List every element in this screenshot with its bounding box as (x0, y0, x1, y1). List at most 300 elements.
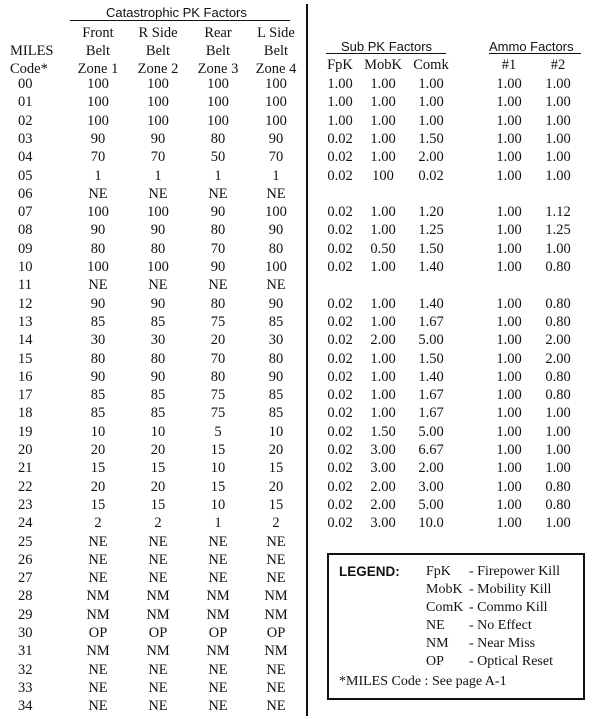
ammo-title: Ammo Factors (489, 39, 574, 54)
miles-code-cell: 08 (18, 222, 33, 239)
zone-3-cell: 15 (210, 478, 226, 495)
zone-2-cell: NE (148, 551, 168, 568)
sub-pk-mobk-cell: 1.00 (370, 149, 396, 166)
ammo-2-cell: 1.00 (545, 405, 571, 422)
miles-code-cell: 24 (18, 515, 33, 532)
zone-2-cell: 100 (147, 204, 169, 221)
miles-code-cell: 27 (18, 570, 33, 587)
miles-code-cell: 05 (18, 167, 33, 184)
zone-3-cell: 80 (210, 222, 226, 239)
zone-2-cell: 10 (150, 423, 166, 440)
zone-2-cell: NE (148, 698, 168, 715)
zone-2-cell: 30 (150, 332, 166, 349)
ammo-2-cell: 0.80 (545, 259, 571, 275)
zone-2-cell: 90 (150, 295, 166, 312)
zone-1-cell: OP (88, 625, 108, 641)
sub-pk-comk-cell: 1.40 (418, 295, 444, 312)
zone-4-cell: 1 (272, 167, 280, 184)
ammo-1-cell: 1.00 (496, 295, 522, 312)
zone-1-cell: 100 (87, 204, 109, 221)
ammo-2-cell: 1.25 (545, 222, 571, 239)
sub-pk-comk-cell: 2.00 (418, 460, 444, 477)
zone-2-header-line2: Belt (145, 43, 171, 59)
ammo-1-cell: 1.00 (496, 94, 522, 111)
sub-pk-mobk-cell: 2.00 (370, 496, 396, 513)
zone-3-cell: 50 (210, 149, 226, 166)
zone-3-header-line2: Belt (205, 43, 231, 59)
zone-2-cell: 85 (150, 405, 166, 422)
sub-pk-mobk-cell: 1.00 (370, 350, 396, 367)
zone-1-cell: NM (86, 643, 110, 660)
zone-4-cell: 100 (265, 76, 287, 92)
zone-3-cell: NE (208, 679, 228, 696)
zone-1-cell: 15 (90, 460, 106, 477)
zone-3-cell: 20 (210, 332, 226, 349)
miles-code-cell: 14 (18, 332, 33, 349)
zone-2-cell: NE (148, 533, 168, 550)
catastrophic-title-underline (70, 20, 290, 21)
miles-code-cell: 28 (18, 588, 33, 605)
zone-4-cell: 90 (268, 222, 284, 239)
legend-desc: - Optical Reset (469, 654, 553, 669)
miles-code-cell: 29 (18, 606, 33, 623)
miles-code-cell: 18 (18, 405, 33, 422)
zone-2-cell: 80 (150, 350, 166, 367)
zone-3-cell: NE (208, 570, 228, 587)
ammo-1-cell: 1.00 (496, 222, 522, 239)
zone-3-cell: NM (206, 643, 230, 660)
sub-pk-mobk-cell: 100 (372, 167, 394, 184)
sub-pk-fpk-cell: 0.02 (327, 222, 353, 239)
sub-pk-mobk-cell: 1.00 (370, 405, 396, 422)
zone-2-cell: 100 (147, 259, 169, 275)
miles-code-cell: 13 (18, 313, 33, 330)
miles-code-cell: 16 (18, 368, 33, 385)
sub-pk-fpk-cell: 0.02 (327, 496, 353, 513)
sub-pk-fpk-cell: 0.02 (327, 240, 353, 257)
zone-4-cell: NE (266, 551, 286, 568)
legend-abbr: ComK (426, 600, 464, 615)
ammo-1-cell: 1.00 (496, 167, 522, 184)
sub-pk-header-mobk: MobK (364, 57, 402, 73)
zone-2-cell: 70 (150, 149, 166, 166)
miles-code-cell: 26 (18, 551, 33, 568)
legend-desc: - Firepower Kill (469, 564, 560, 579)
zone-3-cell: 100 (207, 94, 229, 111)
ammo-1-cell: 1.00 (496, 240, 522, 257)
sub-pk-fpk-cell: 0.02 (327, 295, 353, 312)
ammo-1-cell: 1.00 (496, 149, 522, 166)
sub-pk-comk-cell: 1.40 (418, 259, 444, 275)
ammo-2-cell: 1.00 (545, 94, 571, 111)
zone-1-cell: 85 (90, 405, 106, 422)
zone-3-cell: NM (206, 606, 230, 623)
zone-4-cell: NE (266, 679, 286, 696)
zone-3-cell: 80 (210, 295, 226, 312)
sub-pk-comk-cell: 1.40 (418, 368, 444, 385)
legend-desc: - No Effect (469, 618, 532, 633)
legend-abbr: FpK (426, 564, 451, 579)
sub-pk-comk-cell: 1.25 (418, 222, 444, 239)
ammo-2-cell: 1.00 (545, 442, 571, 458)
zone-4-cell: 30 (268, 332, 284, 349)
ammo-2-cell: 1.00 (545, 515, 571, 532)
zone-4-cell: NM (264, 643, 288, 660)
zone-4-header-line3: Zone 4 (255, 61, 297, 77)
legend-desc: - Mobility Kill (469, 582, 552, 597)
zone-3-cell: OP (208, 625, 228, 641)
zone-4-cell: NE (266, 277, 286, 294)
zone-4-cell: 90 (268, 130, 284, 147)
zone-1-cell: NE (88, 277, 108, 294)
sub-pk-mobk-cell: 1.00 (370, 259, 396, 275)
zone-2-cell: 90 (150, 130, 166, 147)
ammo-1-cell: 1.00 (496, 313, 522, 330)
zone-4-cell: OP (266, 625, 286, 641)
zone-1-cell: 20 (90, 442, 106, 458)
zone-1-cell: NE (88, 679, 108, 696)
zone-4-header-line2: Belt (263, 43, 289, 59)
zone-1-cell: NM (86, 588, 110, 605)
sub-pk-comk-cell: 1.67 (418, 313, 444, 330)
sub-pk-fpk-cell: 0.02 (327, 405, 353, 422)
miles-code-cell: 10 (18, 259, 33, 275)
legend-desc: - Commo Kill (469, 600, 548, 615)
catastrophic-title: Catastrophic PK Factors (106, 5, 247, 20)
ammo-1-cell: 1.00 (496, 204, 522, 221)
sub-pk-fpk-cell: 0.02 (327, 423, 353, 440)
sub-pk-fpk-cell: 0.02 (327, 478, 353, 495)
ammo-1-cell: 1.00 (496, 130, 522, 147)
zone-2-cell: 100 (147, 76, 169, 92)
zone-4-cell: NE (266, 533, 286, 550)
ammo-1-cell: 1.00 (496, 405, 522, 422)
ammo-1-cell: 1.00 (496, 332, 522, 349)
zone-2-cell: OP (148, 625, 168, 641)
sub-pk-comk-cell: 1.20 (418, 204, 444, 221)
miles-code-cell: 07 (18, 204, 33, 221)
zone-3-cell: NE (208, 661, 228, 678)
legend-abbr: MobK (426, 582, 463, 597)
miles-code-cell: 34 (18, 698, 33, 715)
sub-pk-mobk-cell: 1.00 (370, 94, 396, 111)
miles-code-cell: 21 (18, 460, 33, 477)
zone-1-cell: 100 (87, 112, 109, 129)
zone-3-cell: 10 (210, 496, 226, 513)
miles-code-cell: 00 (18, 76, 33, 92)
sub-pk-mobk-cell: 1.00 (370, 387, 396, 404)
zone-2-cell: NM (146, 606, 170, 623)
miles-code-cell: 33 (18, 679, 33, 696)
sub-pk-fpk-cell: 1.00 (327, 76, 353, 92)
zone-3-header-line3: Zone 3 (197, 61, 239, 77)
sub-pk-mobk-cell: 3.00 (370, 442, 396, 458)
ammo-1-cell: 1.00 (496, 515, 522, 532)
miles-code-cell: 15 (18, 350, 33, 367)
sub-pk-mobk-cell: 1.00 (370, 112, 396, 129)
zone-4-cell: 100 (265, 112, 287, 129)
zone-2-cell: NE (148, 661, 168, 678)
sub-pk-mobk-cell: 1.00 (370, 368, 396, 385)
zone-2-cell: 100 (147, 112, 169, 129)
zone-4-cell: 70 (268, 149, 284, 166)
zone-1-header-line3: Zone 1 (77, 61, 119, 77)
ammo-1-cell: 1.00 (496, 478, 522, 495)
sub-pk-fpk-cell: 0.02 (327, 332, 353, 349)
ammo-2-cell: 2.00 (545, 350, 571, 367)
zone-3-cell: 10 (210, 460, 226, 477)
zone-1-cell: 85 (90, 313, 106, 330)
ammo-2-cell: 0.80 (545, 313, 571, 330)
sub-pk-comk-cell: 1.00 (418, 94, 444, 111)
zone-3-cell: 80 (210, 130, 226, 147)
sub-pk-mobk-cell: 0.50 (370, 240, 396, 257)
sub-pk-comk-cell: 5.00 (418, 423, 444, 440)
ammo-2-cell: 1.00 (545, 76, 571, 92)
ammo-2-cell: 2.00 (545, 332, 571, 349)
miles-code-cell: 06 (18, 185, 33, 202)
ammo-2-cell: 1.00 (545, 460, 571, 477)
miles-code-cell: 25 (18, 533, 33, 550)
sub-pk-mobk-cell: 2.00 (370, 332, 396, 349)
zone-4-cell: 90 (268, 368, 284, 385)
miles-code-cell: 32 (18, 661, 33, 678)
sub-pk-comk-cell: 5.00 (418, 332, 444, 349)
zone-4-cell: 100 (265, 204, 287, 221)
zone-4-cell: 80 (268, 240, 284, 257)
zone-1-cell: 70 (90, 149, 106, 166)
zone-1-cell: 80 (90, 240, 106, 257)
ammo-1-cell: 1.00 (496, 387, 522, 404)
sub-pk-comk-cell: 5.00 (418, 496, 444, 513)
zone-1-cell: 30 (90, 332, 106, 349)
zone-1-cell: 90 (90, 222, 106, 239)
miles-code-cell: 23 (18, 496, 33, 513)
zone-3-cell: 1 (214, 515, 222, 532)
sub-pk-comk-cell: 1.67 (418, 405, 444, 422)
zone-3-cell: 70 (210, 350, 226, 367)
zone-2-cell: 20 (150, 478, 166, 495)
zone-2-cell: 85 (150, 387, 166, 404)
zone-4-cell: 15 (268, 460, 284, 477)
sub-pk-mobk-cell: 1.00 (370, 295, 396, 312)
legend-footnote: *MILES Code : See page A-1 (339, 674, 507, 689)
zone-1-cell: 85 (90, 387, 106, 404)
zone-3-cell: NE (208, 185, 228, 202)
zone-4-cell: 2 (272, 515, 280, 532)
zone-2-header-line1: R Side (138, 25, 178, 41)
sub-pk-mobk-cell: 3.00 (370, 460, 396, 477)
sub-pk-comk-cell: 0.02 (418, 167, 444, 184)
sub-pk-fpk-cell: 0.02 (327, 350, 353, 367)
sub-pk-fpk-cell: 0.02 (327, 515, 353, 532)
sub-pk-fpk-cell: 0.02 (327, 460, 353, 477)
zone-3-cell: 1 (214, 167, 222, 184)
zone-4-cell: 20 (268, 478, 284, 495)
sub-pk-comk-cell: 1.50 (418, 350, 444, 367)
legend-box (327, 553, 585, 700)
sub-pk-comk-cell: 2.00 (418, 149, 444, 166)
zone-4-cell: NE (266, 570, 286, 587)
zone-2-cell: 80 (150, 240, 166, 257)
zone-1-cell: 20 (90, 478, 106, 495)
zone-1-cell: 2 (94, 515, 102, 532)
miles-code-cell: 20 (18, 442, 33, 458)
zone-1-cell: 80 (90, 350, 106, 367)
ammo-header-2: #2 (550, 57, 566, 73)
sub-pk-fpk-cell: 0.02 (327, 387, 353, 404)
zone-2-cell: 2 (154, 515, 162, 532)
miles-code-cell: 30 (18, 625, 33, 641)
ammo-2-cell: 1.00 (545, 240, 571, 257)
sub-pk-title-underline (326, 53, 446, 54)
zone-1-cell: NE (88, 185, 108, 202)
zone-4-header-line1: L Side (257, 25, 295, 41)
zone-3-cell: 80 (210, 368, 226, 385)
sub-pk-mobk-cell: 1.00 (370, 313, 396, 330)
sub-pk-comk-cell: 6.67 (418, 442, 444, 458)
zone-4-cell: 80 (268, 350, 284, 367)
miles-code-cell: 17 (18, 387, 33, 404)
sub-pk-fpk-cell: 0.02 (327, 204, 353, 221)
zone-1-cell: 90 (90, 368, 106, 385)
zone-4-cell: 85 (268, 405, 284, 422)
miles-header-line1: MILES (10, 43, 54, 59)
zone-1-cell: 10 (90, 423, 106, 440)
zone-3-cell: 75 (210, 387, 226, 404)
zone-4-cell: 10 (268, 423, 284, 440)
sub-pk-comk-cell: 3.00 (418, 478, 444, 495)
sub-pk-mobk-cell: 3.00 (370, 515, 396, 532)
sub-pk-fpk-cell: 0.02 (327, 259, 353, 275)
zone-1-cell: 100 (87, 259, 109, 275)
ammo-2-cell: 0.80 (545, 496, 571, 513)
zone-4-cell: 85 (268, 313, 284, 330)
zone-2-cell: NE (148, 570, 168, 587)
zone-2-cell: 15 (150, 460, 166, 477)
miles-code-cell: 19 (18, 423, 33, 440)
zone-4-cell: NE (266, 698, 286, 715)
sub-pk-title: Sub PK Factors (341, 39, 433, 54)
zone-3-cell: 15 (210, 442, 226, 458)
miles-code-cell: 01 (18, 94, 33, 111)
sub-pk-comk-cell: 1.67 (418, 387, 444, 404)
ammo-2-cell: 0.80 (545, 387, 571, 404)
sub-pk-mobk-cell: 1.00 (370, 76, 396, 92)
zone-3-cell: NE (208, 551, 228, 568)
zone-1-header-line1: Front (82, 25, 114, 41)
zone-3-cell: 70 (210, 240, 226, 257)
zone-1-cell: NE (88, 661, 108, 678)
sub-pk-header-comk: Comk (413, 57, 449, 73)
sub-pk-mobk-cell: 1.00 (370, 222, 396, 239)
zone-3-cell: NE (208, 533, 228, 550)
zone-2-cell: NE (148, 277, 168, 294)
legend-abbr: NM (426, 636, 449, 651)
sub-pk-fpk-cell: 0.02 (327, 313, 353, 330)
zone-3-cell: NE (208, 698, 228, 715)
zone-3-cell: NE (208, 277, 228, 294)
zone-2-header-line3: Zone 2 (137, 61, 179, 77)
sub-pk-fpk-cell: 1.00 (327, 94, 353, 111)
ammo-1-cell: 1.00 (496, 423, 522, 440)
ammo-1-cell: 1.00 (496, 259, 522, 275)
ammo-2-cell: 1.00 (545, 167, 571, 184)
sub-pk-comk-cell: 1.00 (418, 112, 444, 129)
zone-1-cell: NE (88, 551, 108, 568)
zone-3-cell: 90 (210, 204, 226, 221)
sub-pk-fpk-cell: 0.02 (327, 149, 353, 166)
ammo-1-cell: 1.00 (496, 368, 522, 385)
sub-pk-mobk-cell: 2.00 (370, 478, 396, 495)
ammo-2-cell: 1.00 (545, 112, 571, 129)
zone-4-cell: NM (264, 588, 288, 605)
zone-4-cell: 85 (268, 387, 284, 404)
zone-1-cell: 100 (87, 94, 109, 111)
legend-desc: - Near Miss (469, 636, 536, 651)
zone-3-cell: 75 (210, 313, 226, 330)
legend-title: LEGEND: (339, 564, 400, 579)
ammo-2-cell: 0.80 (545, 295, 571, 312)
column-divider (306, 4, 308, 716)
ammo-1-cell: 1.00 (496, 76, 522, 92)
zone-2-cell: NM (146, 588, 170, 605)
zone-1-cell: 90 (90, 295, 106, 312)
sub-pk-comk-cell: 1.50 (418, 240, 444, 257)
ammo-2-cell: 1.12 (545, 204, 571, 221)
ammo-2-cell: 0.80 (545, 368, 571, 385)
zone-3-header-line1: Rear (204, 25, 232, 41)
ammo-2-cell: 1.00 (545, 149, 571, 166)
zone-1-cell: 100 (87, 76, 109, 92)
zone-1-cell: 1 (94, 167, 102, 184)
zone-4-cell: NM (264, 606, 288, 623)
zone-3-cell: 100 (207, 76, 229, 92)
miles-code-cell: 09 (18, 240, 33, 257)
zone-3-cell: NM (206, 588, 230, 605)
zone-4-cell: NE (266, 185, 286, 202)
miles-code-cell: 11 (18, 277, 32, 294)
zone-4-cell: 15 (268, 496, 284, 513)
legend-abbr: NE (426, 618, 445, 633)
zone-2-cell: NE (148, 185, 168, 202)
sub-pk-comk-cell: 10.0 (418, 515, 444, 532)
ammo-1-cell: 1.00 (496, 350, 522, 367)
zone-4-cell: NE (266, 661, 286, 678)
miles-code-cell: 02 (18, 112, 33, 129)
ammo-2-cell: 0.80 (545, 478, 571, 495)
miles-code-cell: 04 (18, 149, 33, 166)
zone-2-cell: 20 (150, 442, 166, 458)
sub-pk-fpk-cell: 0.02 (327, 130, 353, 147)
zone-1-cell: 15 (90, 496, 106, 513)
sub-pk-mobk-cell: 1.00 (370, 130, 396, 147)
zone-4-cell: 100 (265, 259, 287, 275)
sub-pk-fpk-cell: 0.02 (327, 167, 353, 184)
zone-2-cell: 1 (154, 167, 162, 184)
zone-1-cell: NM (86, 606, 110, 623)
sub-pk-comk-cell: 1.00 (418, 76, 444, 92)
zone-3-cell: 90 (210, 259, 226, 275)
ammo-1-cell: 1.00 (496, 460, 522, 477)
zone-1-cell: NE (88, 570, 108, 587)
sub-pk-mobk-cell: 1.50 (370, 423, 396, 440)
ammo-1-cell: 1.00 (496, 496, 522, 513)
zone-2-cell: NE (148, 679, 168, 696)
legend-abbr: OP (426, 654, 444, 669)
sub-pk-comk-cell: 1.50 (418, 130, 444, 147)
zone-2-cell: 90 (150, 222, 166, 239)
